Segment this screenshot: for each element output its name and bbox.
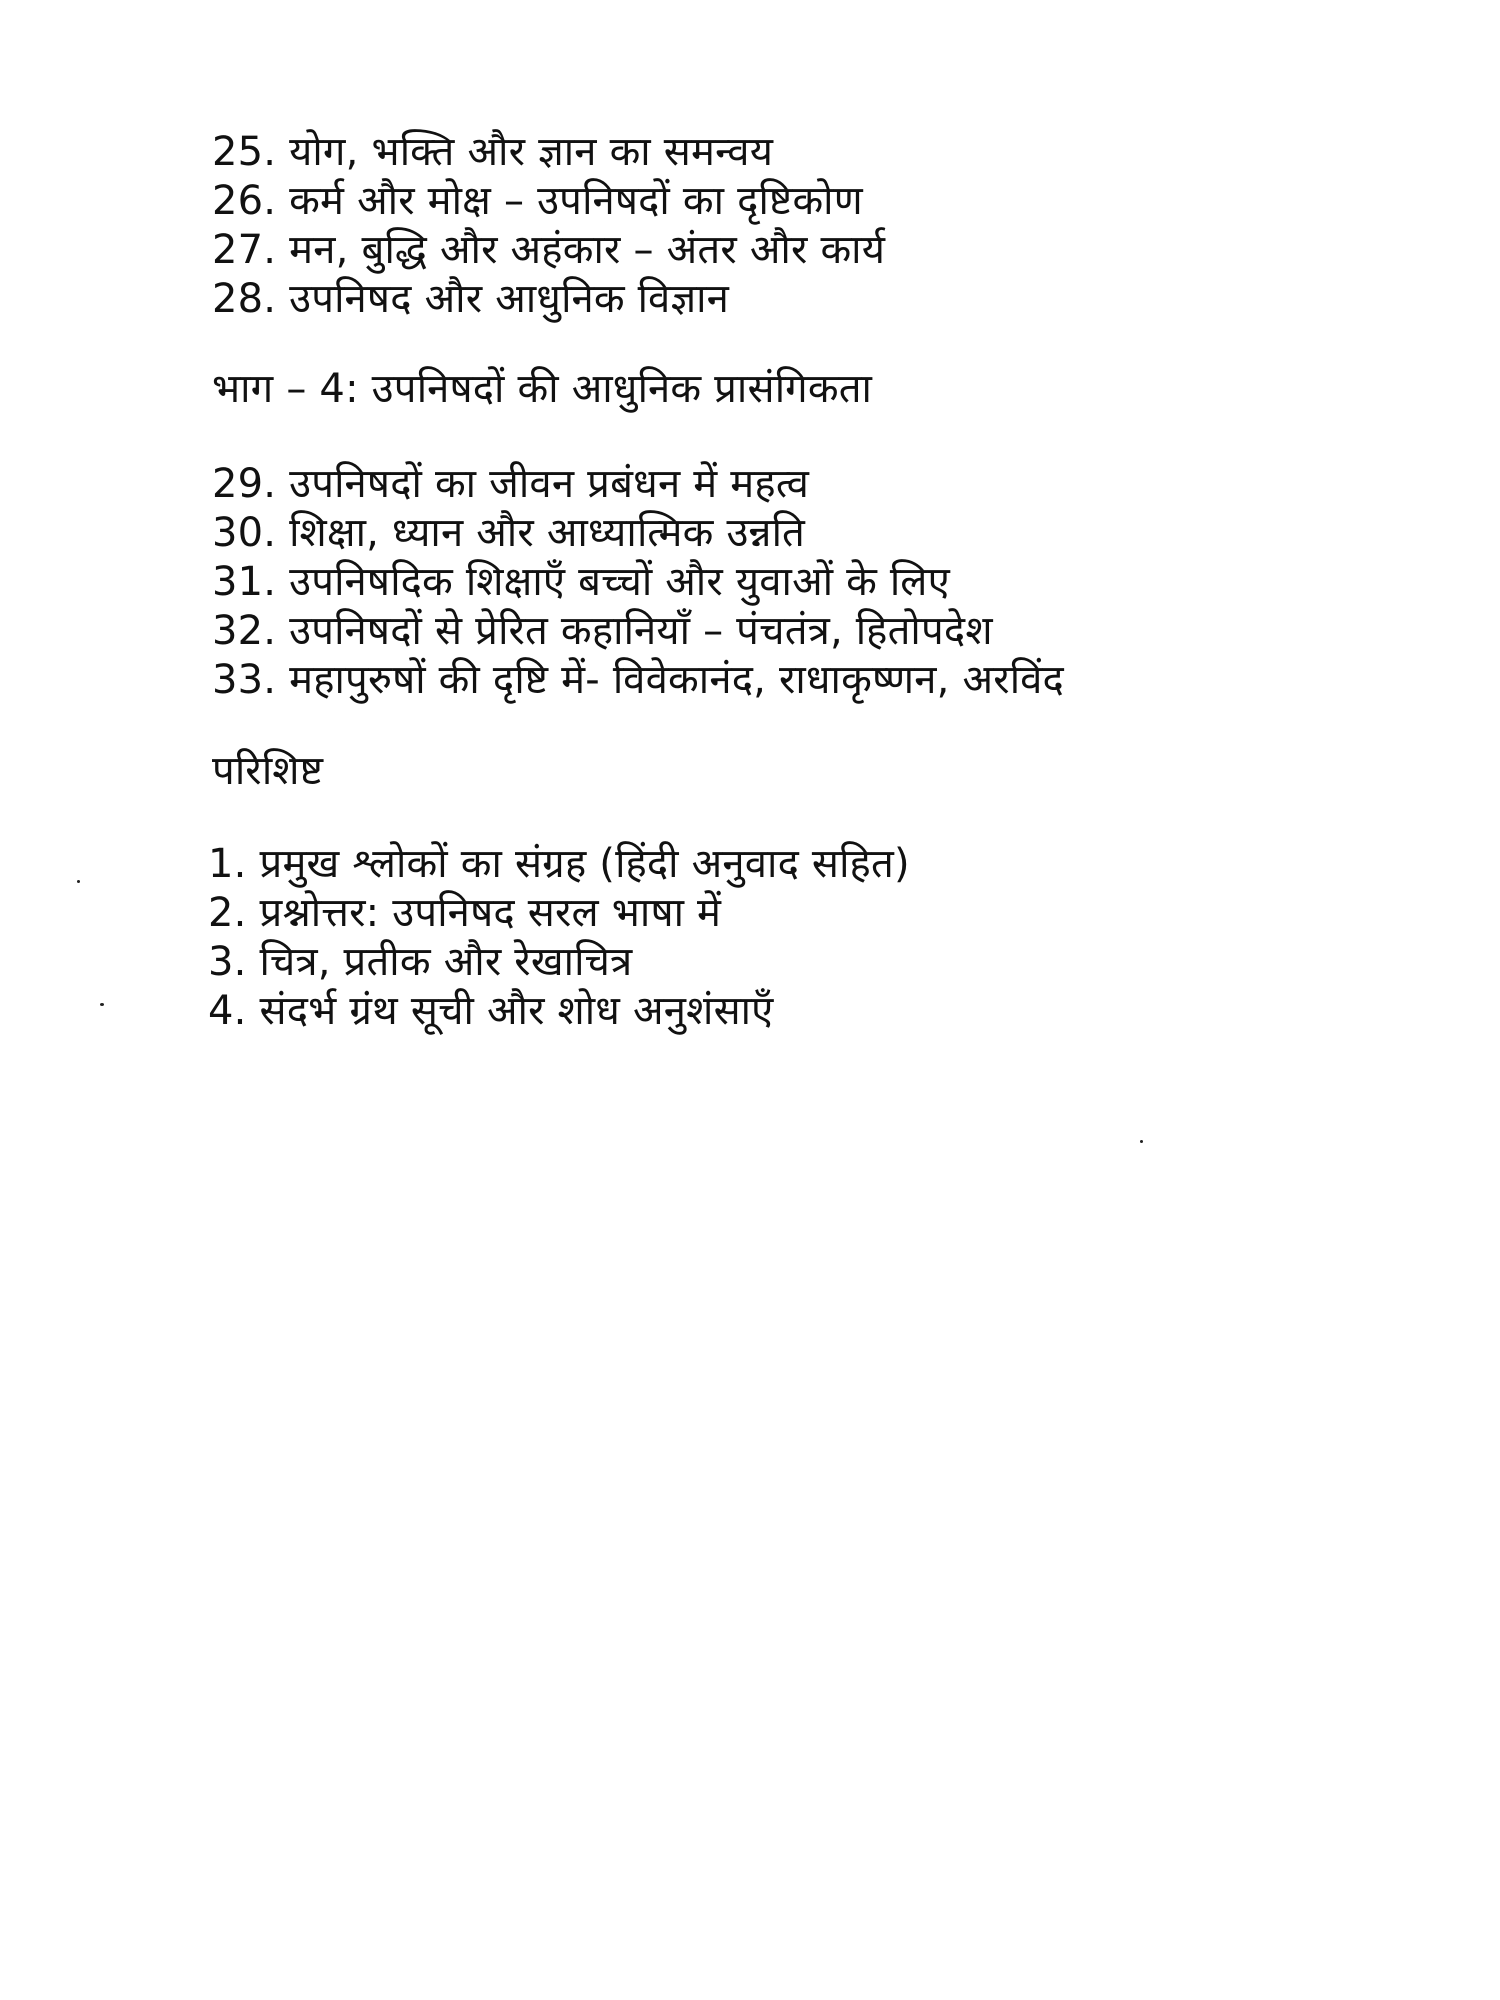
appendix-item-1: 1. प्रमुख श्लोकों का संग्रह (हिंदी अनुवाद सहित) bbox=[208, 841, 910, 887]
appendix-heading: परिशिष्ट bbox=[212, 748, 324, 794]
appendix-item-3: 3. चित्र, प्रतीक और रेखाचित्र bbox=[208, 939, 633, 985]
appendix-item-4: 4. संदर्भ ग्रंथ सूची और शोध अनुशंसाएँ bbox=[208, 988, 774, 1034]
scan-speck bbox=[100, 1003, 104, 1006]
toc-item-32: 32. उपनिषदों से प्रेरित कहानियाँ – पंचतंत्र, हितोपदेश bbox=[212, 608, 993, 654]
toc-item-30: 30. शिक्षा, ध्यान और आध्यात्मिक उन्नति bbox=[212, 510, 805, 556]
toc-item-28: 28. उपनिषद और आधुनिक विज्ञान bbox=[212, 276, 730, 322]
toc-item-31: 31. उपनिषदिक शिक्षाएँ बच्चों और युवाओं के लिए bbox=[212, 559, 950, 605]
scan-speck bbox=[77, 880, 80, 883]
toc-item-29: 29. उपनिषदों का जीवन प्रबंधन में महत्व bbox=[212, 461, 810, 507]
toc-item-33: 33. महापुरुषों की दृष्टि में- विवेकानंद, राधाकृष्णन, अरविंद bbox=[212, 657, 1064, 703]
appendix-item-2: 2. प्रश्नोत्तर: उपनिषद सरल भाषा में bbox=[208, 890, 722, 936]
part-4-heading: भाग – 4: उपनिषदों की आधुनिक प्रासंगिकता bbox=[212, 366, 873, 412]
scan-speck bbox=[1140, 1140, 1143, 1143]
toc-item-26: 26. कर्म और मोक्ष – उपनिषदों का दृष्टिकोण bbox=[212, 178, 863, 224]
toc-item-25: 25. योग, भक्ति और ज्ञान का समन्वय bbox=[212, 129, 774, 175]
toc-item-27: 27. मन, बुद्धि और अहंकार – अंतर और कार्य bbox=[212, 227, 886, 273]
